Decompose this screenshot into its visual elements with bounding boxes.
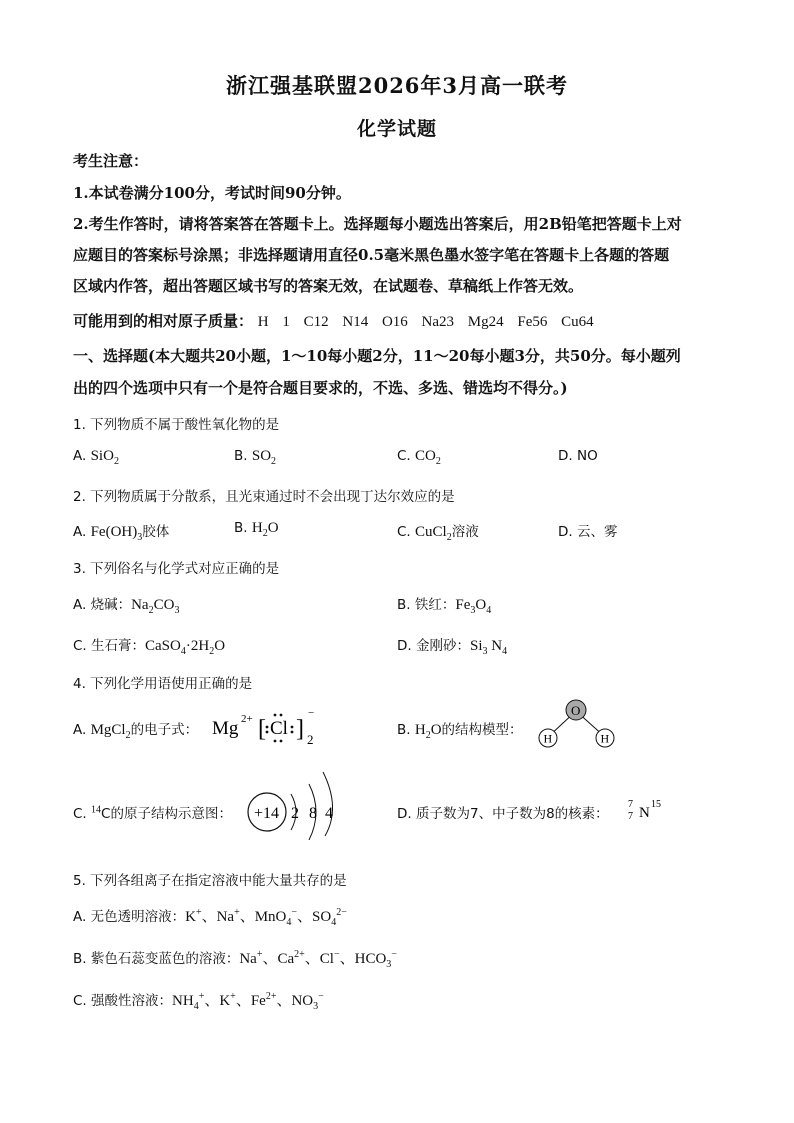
q2-b-formula: $H_2O$ <box>251 520 279 539</box>
q1-c-formula: $CO_2$ <box>415 448 441 467</box>
svg-text:]: ] <box>296 716 304 742</box>
q3-c-formula: $CaSO_4\cdot 2H_2O$ <box>145 638 226 657</box>
q1-option-b: B. $SO_2$ <box>234 448 277 467</box>
q3-a-formula: $Na_2CO_3$ <box>131 597 180 616</box>
svg-text:+14: +14 <box>254 805 280 822</box>
q5-stem: 5. 下列各组离子在指定溶液中能大量共存的是 <box>73 873 347 889</box>
svg-text:Cl: Cl <box>270 718 288 739</box>
q2-stem: 2. 下列物质属于分散系，且光束通过时不会出现丁达尔效应的是 <box>73 489 455 505</box>
q5-option-b: B. 紫色石蕊变蓝色的溶液：Na+、$Ca^{2+}$、Cl−、$HCO_3^-$ <box>73 949 397 970</box>
svg-text:15: 15 <box>651 799 661 810</box>
notice-item-1: 1.本试卷满分100分，考试时间90分钟。 <box>73 184 351 202</box>
svg-text:7: 7 <box>628 811 633 822</box>
q4-option-d: D. 质子数为7、中子数为8的核素： <box>397 806 609 822</box>
q2-option-a: A. $Fe(OH)_3$胶体 <box>73 524 170 543</box>
q4-option-b: B. $H_2O$的结构模型： <box>397 722 523 741</box>
q2-option-b: B. $H_2O$ <box>234 520 279 539</box>
q2-option-c: C. CuCl$_2$溶液 <box>397 524 479 543</box>
q3-stem: 3. 下列俗名与化学式对应正确的是 <box>73 561 280 577</box>
q3-option-b: B. 铁红：$Fe_3O_4$ <box>397 597 492 616</box>
q4-a-formula: MgCl$_2$ <box>90 722 131 741</box>
svg-text:Mg: Mg <box>212 718 239 739</box>
q1-option-a: A. SiO$_2$ <box>73 448 119 467</box>
q1-option-c: C. $CO_2$ <box>397 448 441 467</box>
exam-subtitle: 化学试题 <box>356 118 437 140</box>
q5-a-ions: K+、Na+、MnO$_4$−、$SO_4^{2-}$ <box>185 907 347 928</box>
svg-text:H: H <box>543 731 553 746</box>
nitrogen-nuclide-notation <box>626 796 670 824</box>
section-header-line-2: 出的四个选项中只有一个是符合题目要求的，不选、多选、错选均不得分。) <box>73 379 568 397</box>
q3-b-formula: $Fe_3O_4$ <box>455 597 492 616</box>
section-header-line-1: 一、选择题(本大题共20小题，1～10每小题2分，11～20每小题3分，共50分。每小题列 <box>73 347 681 365</box>
q5-option-a: A. 无色透明溶液：K+、Na+、MnO$_4$−、$SO_4^{2-}$ <box>73 907 347 928</box>
svg-text:7: 7 <box>628 799 633 810</box>
q4-b-formula: $H_2O$ <box>414 722 442 741</box>
svg-text:O: O <box>571 703 581 718</box>
notice-item-2-line-2: 应题目的答案标号涂黑；非选择题请用直径0.5毫米黑色墨水签字笔在答题卡上各题的答题 <box>73 246 670 264</box>
q3-option-a: A. 烧碱：$Na_2CO_3$ <box>73 597 180 616</box>
q1-option-d: D. NO <box>558 448 598 464</box>
q2-option-d: D. 云、雾 <box>558 524 618 540</box>
svg-text:2: 2 <box>291 805 299 822</box>
mgcl2-electron-formula <box>210 702 330 750</box>
q3-option-d: D. 金刚砂：$Si_3$ $N_4$ <box>397 638 508 657</box>
q1-stem: 1. 下列物质不属于酸性氧化物的是 <box>73 417 280 433</box>
exam-title: 浙江强基联盟2026年3月高一联考 <box>225 73 569 98</box>
q1-a-formula: SiO$_2$ <box>90 448 119 467</box>
carbon-atomic-structure-diagram <box>245 768 345 840</box>
q2-a-formula: $Fe(OH)_3$ <box>90 524 143 543</box>
notice-item-2-line-1: 2.考生作答时，请将答案答在答题卡上。选择题每小题选出答案后，用2B铅笔把答题卡上对 <box>73 215 682 233</box>
q3-option-c: C. 生石膏：$CaSO_4\cdot 2H_2O$ <box>73 638 226 657</box>
notice-item-2-line-3: 区域内作答，超出答题区域书写的答案无效，在试题卷、草稿纸上作答无效。 <box>73 277 584 295</box>
svg-text:[: [ <box>258 716 266 742</box>
q4-option-c: C. $^{14}$C的原子结构示意图： <box>73 804 232 822</box>
svg-text:4: 4 <box>325 805 333 822</box>
svg-text:N: N <box>639 805 650 821</box>
q4-stem: 4. 下列化学用语使用正确的是 <box>73 676 253 692</box>
atomic-mass-row <box>73 310 594 331</box>
q5-c-ions: $NH_4^+$、K+、$Fe^{2+}$、$NO_3^-$ <box>172 991 324 1012</box>
notice-heading: 考生注意： <box>73 152 149 170</box>
atomic-mass-label: 可能用到的相对原子质量： <box>73 312 254 330</box>
svg-text:H: H <box>600 731 610 746</box>
atomic-mass-values: H 1 C12 N14 O16 Na23 Mg24 Fe56 Cu64 <box>257 314 594 330</box>
q4-option-a: A. MgCl$_2$的电子式： <box>73 722 199 741</box>
svg-text:2+: 2+ <box>241 713 253 725</box>
svg-text:−: − <box>308 707 315 719</box>
q3-d-formula: $Si_3$ $N_4$ <box>469 638 508 657</box>
q5-option-c: C. 强酸性溶液：$NH_4^+$、K+、$Fe^{2+}$、$NO_3^-$ <box>73 991 324 1012</box>
q1-b-formula: $SO_2$ <box>251 448 277 467</box>
svg-text:2: 2 <box>307 732 314 747</box>
h2o-structure-model <box>534 697 620 753</box>
q2-c-formula: CuCl$_2$ <box>415 524 452 543</box>
q5-b-ions: Na+、$Ca^{2+}$、Cl−、$HCO_3^-$ <box>239 949 397 970</box>
svg-text:8: 8 <box>309 805 317 822</box>
